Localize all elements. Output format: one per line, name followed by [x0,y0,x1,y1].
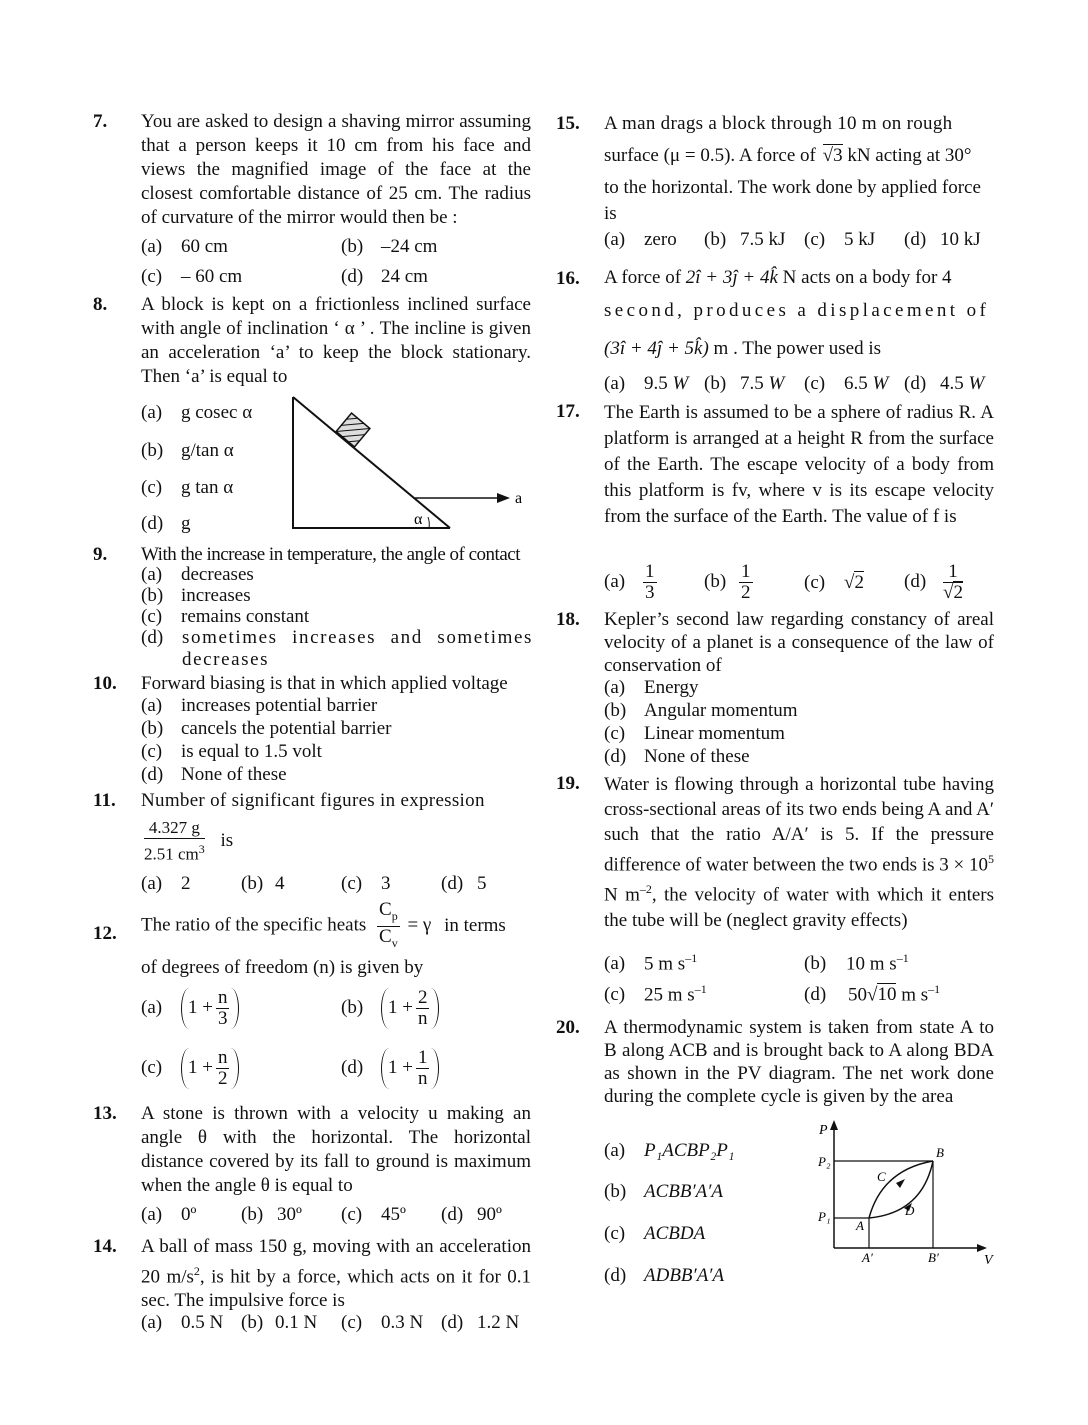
question-number: 7. [93,111,108,132]
question-text: Kepler’s second law regarding constancy of areal velocity of a planet is a consequence of the law of conservation of [604,609,994,676]
svg-text:P₂: P₂ [818,1154,831,1169]
option-c: (c) 25 m $s^{-1}$ [604,982,707,1006]
option-d: (d) None of these [604,746,750,767]
option-b: (b) increases [141,585,251,606]
option-d: (d) ADBB′A′A [604,1265,725,1286]
question-text: Forward biasing is that in which applied voltage [141,673,508,694]
option-d: (d) sometimes increases and sometimes decreases [141,627,533,670]
svg-text:P₁: P₁ [818,1209,831,1224]
option-d: (d) 1.2 N [441,1312,520,1333]
question-text: A block is kept on a frictionless inclined surface with angle of inclination ‘ α ’ . The incline is given an acceleration ‘a’ to keep the block stationary. Then ‘a’ is equal to [141,294,531,387]
option-d: (d) g [141,513,191,534]
option-c: (c) ACBDA [604,1223,706,1244]
option-d: (d) 24 cm [341,266,428,287]
option-a: (a) zero [604,229,677,250]
option-d: (d) None of these [141,764,287,785]
option-c: (c) 45º [341,1204,406,1225]
option-c: (c) √2 [804,572,864,593]
option-d: (d) 4.5 W [904,373,985,394]
question-text: A stone is thrown with a velocity u making an angle θ with the horizontal. The horizontal distance covered by its fall to ground is maximum when the angle θ is equal to [141,1103,531,1196]
option-a: (a) P₁ACBP₂P₁ [604,1140,735,1161]
significant-figures-expression: $\frac{4.327 g}{2.51 cm^3}$ is [144,818,234,864]
option-c: (c) remains constant [141,606,310,627]
option-d: (d) 1 + $\frac{1}{n}$ [341,1048,439,1089]
question-text: With the increase in temperature, the angle of contact [141,544,520,565]
option-b: (b) Angular momentum [604,700,798,721]
option-a: (a) 0.5 N [141,1312,224,1333]
option-c: (c) 1 + $\frac{n}{2}$ [141,1048,239,1089]
option-a: (a) $\frac{1}{3}$ [604,561,655,603]
option-d: (d) 50√10 m $s^{-1}$ [804,982,941,1006]
option-d: (d) $\frac{1}{√2}$ [904,561,963,603]
option-c: (c) g tan α [141,477,234,498]
option-a: (a) 0º [141,1204,197,1225]
alpha-label: α [414,511,423,528]
svg-text:D: D [905,1203,915,1218]
option-b: (b) ACBB′A′A [604,1181,724,1202]
option-b: (b) cancels the potential barrier [141,718,392,739]
question-text-2: second, produces a displacement of [604,300,990,321]
option-b: (b) –24 cm [341,236,438,257]
option-d: (d) 10 kJ [904,229,981,250]
option-b: (b) $\frac{1}{2}$ [704,561,751,603]
question-text: A thermodynamic system is taken from state A to B along ACB and is brought back to A along BDA as shown in the PV diagram. The net work done during the complete cycle is given by the area [604,1017,994,1107]
pv-diagram [812,1118,1002,1268]
option-b: (b) 1 + $\frac{2}{n}$ [341,988,439,1029]
option-a: (a) 9.5 W [604,373,689,394]
option-c: (c) is equal to 1.5 volt [141,741,322,762]
option-b: (b) 10 m $s^{-1}$ [804,951,909,975]
question-text: A man drags a block through 10 m on rough [604,113,953,134]
svg-text:A′: A′ [862,1250,873,1265]
option-b: (b) 7.5 kJ [704,229,786,250]
question-text: A ball of mass 150 g, moving with an acceleration 20 $m/s^2$, is hit by a force, which acts on it for 0.1 sec. The impulsive force is [141,1236,531,1312]
option-c: (c) 0.3 N [341,1312,424,1333]
option-d: (d) 5 [441,873,487,894]
question-text-3: (3î + 4ĵ + 5k̂) m . The power used is [604,338,882,359]
question-text: You are asked to design a shaving mirror assuming that a person keeps it 10 cm from his face and views the magnified image of the face at the closest comfortable distance of 25 cm. The radius of curvature of the mirror would then be : [141,111,531,228]
option-a: (a) 1 + $\frac{n}{3}$ [141,988,239,1029]
question-text: Number of significant figures in expression [141,790,485,811]
option-c: (c) 5 kJ [804,229,876,250]
question-text-continued: of degrees of freedom (n) is given by [141,957,424,978]
question-text-3: to the horizontal. The work done by applied force [604,177,981,198]
option-c: (c) Linear momentum [604,723,785,744]
option-c: (c) 3 [341,873,391,894]
option-a: (a) 5 m $s^{-1}$ [604,951,698,975]
question-text: The Earth is assumed to be a sphere of radius R. A platform is arranged at a height R from the surface of the Earth. The escape velocity of a body from this platform is fv, where v is its escape velocity from the surface of the Earth. The value of f is [604,402,994,527]
question-text-2: surface (μ = 0.5). A force of √3 kN acting at 30° [604,145,972,166]
option-a: (a) g cosec α [141,402,253,423]
option-b: (b) 30º [241,1204,302,1225]
acceleration-label: a [515,490,523,507]
svg-text:B: B [936,1145,944,1160]
svg-text:V: V [984,1253,993,1268]
option-a: (a) 2 [141,873,191,894]
question-text: A force of 2î + 3ĵ + 4k̂ N acts on a body for 4 [604,267,952,288]
svg-text:A: A [856,1218,864,1233]
option-b: (b) g/tan α [141,440,234,461]
svg-text:B′: B′ [928,1250,939,1265]
option-a: (a) Energy [604,677,699,698]
option-a: (a) decreases [141,564,254,585]
option-c: (c) – 60 cm [141,266,243,287]
svg-text:P: P [819,1123,828,1138]
option-d: (d) 90º [441,1204,502,1225]
option-b: (b) 4 [241,873,285,894]
svg-text:C: C [877,1169,886,1184]
option-a: (a) 60 cm [141,236,228,257]
question-text-4: is [604,203,617,224]
question-text: The ratio of the specific heats $\frac{C_p}{C_v}$ = γ in terms [141,899,506,950]
question-text: Water is flowing through a horizontal tube having cross-sectional areas of its two ends being A and A′ such that the ratio A/A′ is 5. If the pressure difference of water between the two ends is $3 \times 10^5$ N $m^{-2}$, the velocity of water with which it enters the tube will be (neglect gravity effects) [604,774,994,931]
incline-figure [285,392,535,532]
option-c: (c) 6.5 W [804,373,889,394]
option-b: (b) 7.5 W [704,373,785,394]
option-a: (a) increases potential barrier [141,695,378,716]
option-b: (b) 0.1 N [241,1312,318,1333]
